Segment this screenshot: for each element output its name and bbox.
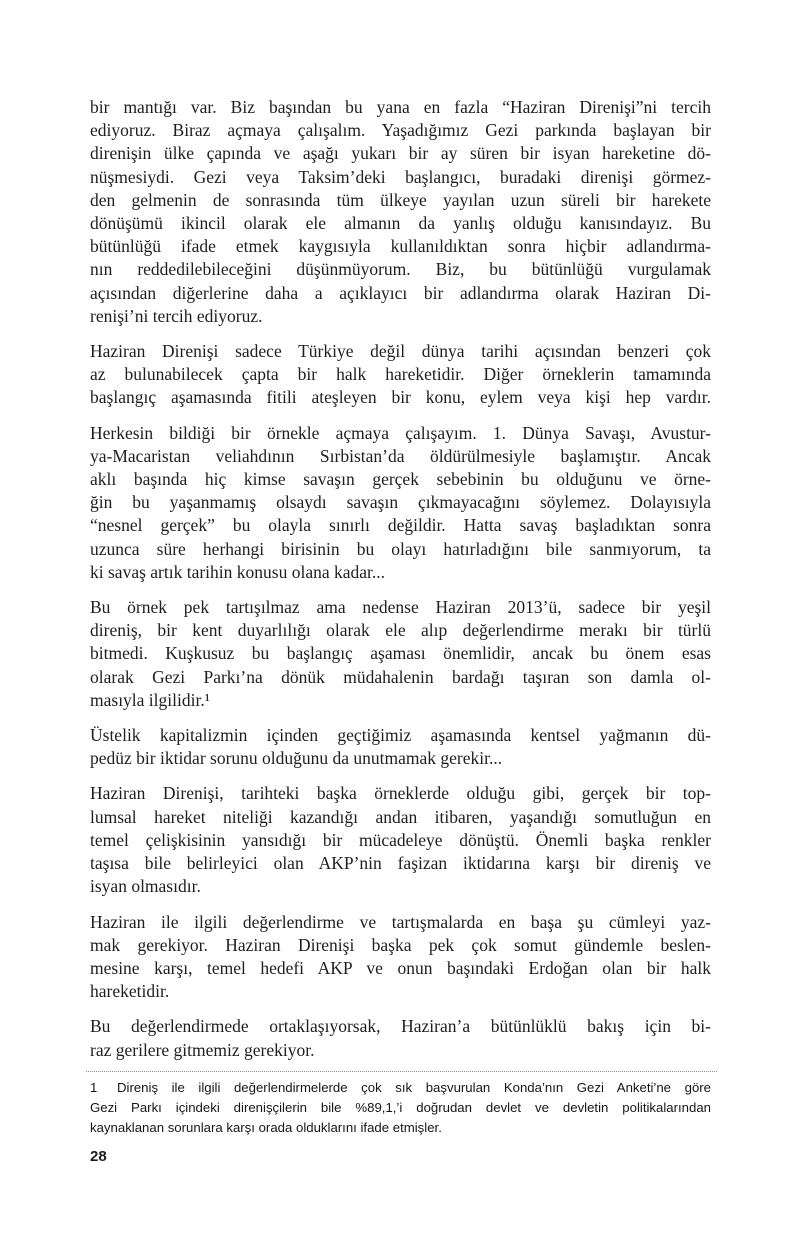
footnote-line: kaynaklanan sorunlara karşı orada olduklarını ifade etmişler.: [90, 1120, 442, 1135]
footnote-marker: 1: [90, 1080, 98, 1095]
paragraph: [90, 96, 711, 328]
text-line: direniş, bir kent duyarlılığı olarak ele alıp değerlendirme merakı bir türlü: [90, 620, 711, 641]
paragraph: [90, 782, 711, 898]
text-line: renişi’ni tercih ediyoruz.: [90, 305, 263, 326]
text-line: Bu değerlendirmede ortaklaşıyorsak, Haziran’a bütünlüklü bakış için bi-: [90, 1016, 711, 1037]
text-line: az bulunabilecek çapta bir halk hareketidir. Diğer örneklerin tamamında: [90, 364, 711, 385]
text-line: Bu örnek pek tartışılmaz ama nedense Haziran 2013’ü, sadece bir yeşil: [90, 597, 711, 618]
text-line: Haziran Direnişi sadece Türkiye değil dünya tarihi açısından benzeri çok: [90, 341, 711, 362]
text-line: olarak Gezi Parkı’na dönük müdahalenin bardağı taşıran son damla ol-: [90, 666, 711, 687]
paragraph: [90, 724, 711, 770]
text-line: mak gerekiyor. Haziran Direnişi başka pek çok somut gündemle beslen-: [90, 934, 711, 955]
paragraph: [90, 340, 711, 410]
text-line: açısından diğerlerine daha a açıklayıcı bir adlandırma olarak Haziran Di-: [90, 282, 711, 303]
text-line: ki savaş artık tarihin konusu olana kadar...: [90, 561, 385, 582]
text-line: taşısa bile belirleyici olan AKP’nin faşizan iktidarına karşı bir direniş ve: [90, 853, 711, 874]
text-line: lumsal hareket niteliği kazandığı andan itibaren, yaşandığı somutluğun en: [90, 806, 711, 827]
text-line: masıyla ilgilidir.¹: [90, 689, 210, 710]
footnote: [90, 1078, 711, 1138]
text-line: nüşmesiydi. Gezi veya Taksim’deki başlangıcı, buradaki direnişi görmez-: [90, 166, 711, 187]
text-line: “nesnel gerçek” bu olayla sınırlı değildir. Hatta savaş başladıktan sonra: [90, 515, 711, 536]
text-line: mesine karşı, temel hedefi AKP ve onun başındaki Erdoğan olan bir halk: [90, 957, 711, 978]
text-line: Üstelik kapitalizmin içinden geçtiğimiz aşamasında kentsel yağmanın dü-: [90, 725, 711, 746]
text-line: hareketidir.: [90, 981, 170, 1002]
text-line: pedüz bir iktidar sorunu olduğunu da unutmamak gerekir...: [90, 748, 503, 769]
text-line: ğin bu yaşanmamış olsaydı savaşın çıkmayacağını söylemez. Dolayısıyla: [90, 492, 711, 513]
text-line: raz gerilere gitmemiz gerekiyor.: [90, 1039, 315, 1060]
footnote-separator: [86, 1071, 717, 1072]
paragraph: [90, 422, 711, 584]
text-line: Haziran ile ilgili değerlendirme ve tartışmalarda en başa şu cümleyi yaz-: [90, 911, 711, 932]
text-line: uzunca süre herhangi birisinin bu olayı hatırladığını bile sanmıyorum, ta: [90, 538, 711, 559]
text-line: nın reddedilebileceğini düşünmüyorum. Biz, bu bütünlüğü vurgulamak: [90, 259, 711, 280]
body-text: [90, 96, 711, 1074]
text-line: ediyoruz. Biraz açmaya çalışalım. Yaşadığımız Gezi parkında başlayan bir: [90, 120, 711, 141]
text-line: ya-Macaristan veliahdının Sırbistan’da öldürülmesiyle başlamıştır. Ancak: [90, 445, 711, 466]
text-line: temel çelişkisinin yansıdığı bir mücadeleye dönüştü. Önemli başka renkler: [90, 829, 711, 850]
text-line: Haziran Direnişi, tarihteki başka örneklerde olduğu gibi, gerçek bir top-: [90, 783, 711, 804]
text-line: bir mantığı var. Biz başından bu yana en fazla “Haziran Direnişi”ni tercih: [90, 97, 711, 117]
text-line: den gelmenin de sonrasında tüm ülkeye yayılan uzun süreli bir harekete: [90, 189, 711, 210]
paragraph: [90, 1015, 711, 1061]
text-line: Herkesin bildiği bir örnekle açmaya çalışayım. 1. Dünya Savaşı, Avustur-: [90, 422, 711, 443]
text-line: başlangıç aşamasında fitili ateşleyen bir konu, eylem veya kişi hep vardır.: [90, 387, 711, 408]
text-line: isyan olmasıdır.: [90, 876, 201, 897]
paragraph: [90, 911, 711, 1004]
text-line: aklı başında hiç kimse savaşın gerçek sebebinin bu olduğunu ve örne-: [90, 469, 711, 490]
footnote-text: Direniş ile ilgili değerlendirmelerde çok sık başvurulan Konda’nın Gezi Anketi’ne göre: [117, 1080, 711, 1095]
footnote-block: [90, 1071, 711, 1138]
text-line: bütünlüğü ifade etmek kaygısıyla kullanıldıktan sonra hiçbir adlandırma-: [90, 236, 711, 257]
paragraph: [90, 596, 711, 712]
text-line: direnişin ülke çapında ve aşağı yukarı bir ay süren bir isyan hareketine dö-: [90, 143, 711, 164]
text-line: bitmedi. Kuşkusuz bu başlangıç aşaması önemlidir, ancak bu önem esas: [90, 643, 711, 664]
footnote-line: [90, 1078, 711, 1098]
footnote-line: Gezi Parkı içindeki direnişçilerin bile %89,1,’i doğrudan devlet ve devletin politikalarından: [90, 1100, 711, 1115]
text-line: dönüşümü ikincil olarak ele almanın da yanlış olduğu kanısındayız. Bu: [90, 213, 711, 234]
page-number: 28: [90, 1148, 107, 1165]
